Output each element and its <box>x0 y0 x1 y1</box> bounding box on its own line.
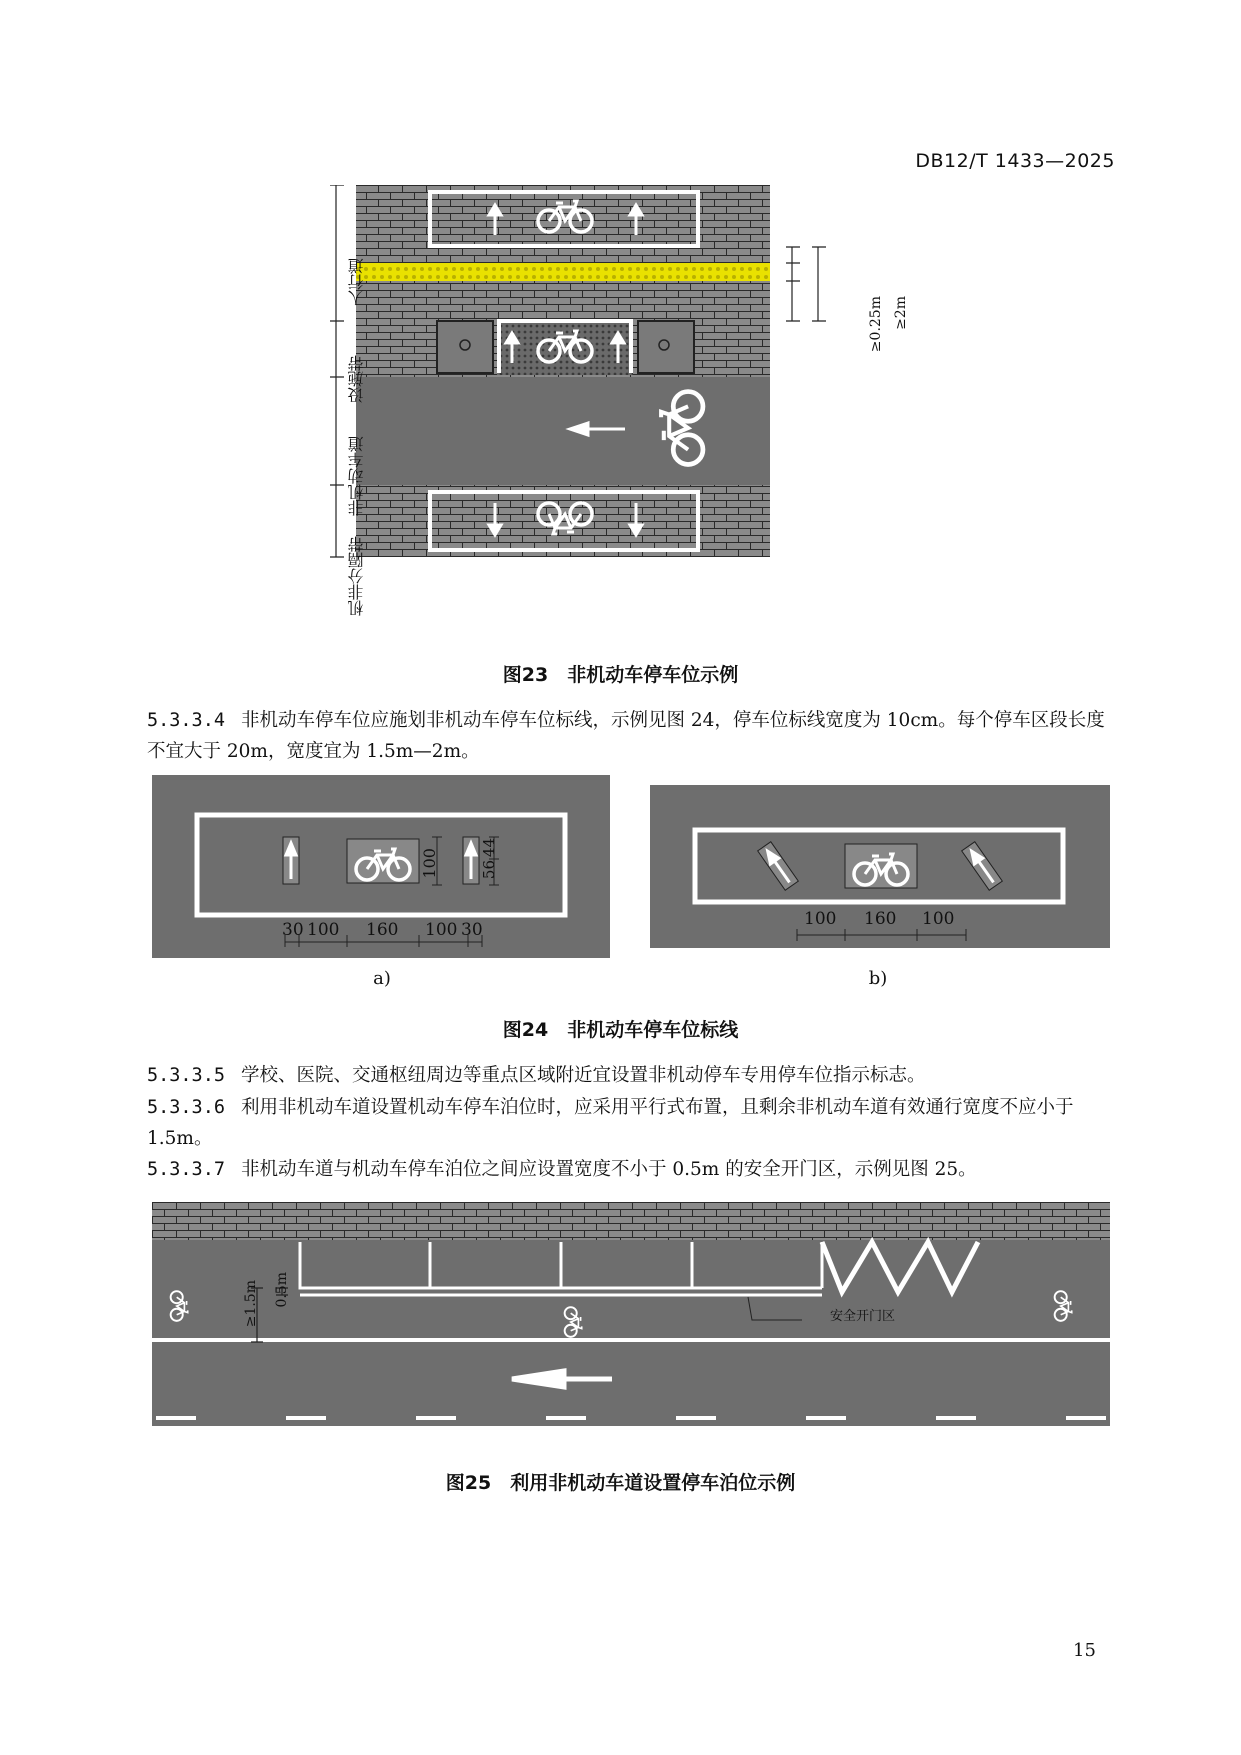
label-sidewalk: 人行道 <box>347 258 366 306</box>
clause-text: 学校、医院、交通枢纽周边等重点区域附近宜设置非机动停车专用停车位指示标志。 <box>240 1065 926 1086</box>
figure-25 <box>152 1202 1110 1426</box>
figure-24-caption: 图24 非机动车停车位标线 <box>502 1019 739 1041</box>
utility-cover <box>437 321 493 373</box>
figure-23 <box>330 185 850 630</box>
clause-number: 5.3.3.5 <box>147 1065 225 1086</box>
clause-number: 5.3.3.6 <box>147 1097 225 1118</box>
page-number: 15 <box>1073 1640 1096 1661</box>
utility-cover <box>638 321 694 373</box>
dim-a-30-right: 30 <box>461 920 483 940</box>
figure-24b-label: b) <box>868 968 888 989</box>
sidewalk <box>356 185 770 263</box>
paragraph-5334 <box>147 705 1115 767</box>
dim-b-100-left: 100 <box>804 909 837 929</box>
paragraph-5336 <box>147 1092 1115 1154</box>
dim-1-5m: ≥1.5m <box>243 1280 259 1328</box>
label-facility-belt: 设施带 <box>347 355 366 403</box>
dim-a-160: 160 <box>366 920 399 940</box>
sidewalk-lower <box>356 281 770 321</box>
bike-lane <box>356 377 770 485</box>
door-zone-label: 安全开门区 <box>830 1309 896 1324</box>
vdim-a-44: 44 <box>480 838 498 858</box>
clause-text: 利用非机动车道设置机动车停车泊位时，应采用平行式布置，且剩余非机动车道有效通行宽度不应小于 1.5m。 <box>147 1097 1074 1149</box>
dim-b-160: 160 <box>864 909 897 929</box>
figure-25-caption: 图25 利用非机动车道设置停车泊位示例 <box>445 1472 796 1494</box>
dim-b-100-right: 100 <box>922 909 955 929</box>
label-bike-lane: 非机动车道 <box>347 436 366 516</box>
dim-a-100-left: 100 <box>307 920 340 940</box>
vdim-a-56: 56 <box>480 860 498 880</box>
figure-23-caption: 图23 非机动车停车位示例 <box>502 664 739 686</box>
lane-line-solid <box>152 1338 1110 1342</box>
dim-a-30-left: 30 <box>282 920 304 940</box>
dim-a-100-right: 100 <box>425 920 458 940</box>
figure-24a-label: a) <box>373 968 391 989</box>
clause-text: 非机动车道与机动车停车泊位之间应设置宽度不小于 0.5m 的安全开门区，示例见图 25。 <box>240 1159 977 1180</box>
paragraph-5337 <box>147 1154 1115 1185</box>
dim-0-5m: 0.5m <box>274 1272 290 1308</box>
separator-belt <box>356 485 770 557</box>
clause-text: 非机动车停车位应施划非机动车停车位标线，示例见图 24，停车位标线宽度为 10cm。每个停车区段长度不宜大于 20m，宽度宜为 1.5m—2m。 <box>147 710 1105 762</box>
tactile-paving <box>356 263 770 281</box>
dim-2m: ≥2m <box>893 296 909 330</box>
clause-number: 5.3.3.4 <box>147 710 225 731</box>
vdim-a-100: 100 <box>420 848 439 879</box>
dim-025m: ≥0.25m <box>868 296 884 353</box>
clause-number: 5.3.3.7 <box>147 1159 225 1180</box>
label-separator: 机非分隔带 <box>347 536 366 616</box>
document-id: DB12/T 1433—2025 <box>915 150 1115 172</box>
sidewalk <box>152 1202 1110 1240</box>
paragraph-5335 <box>147 1060 1115 1091</box>
